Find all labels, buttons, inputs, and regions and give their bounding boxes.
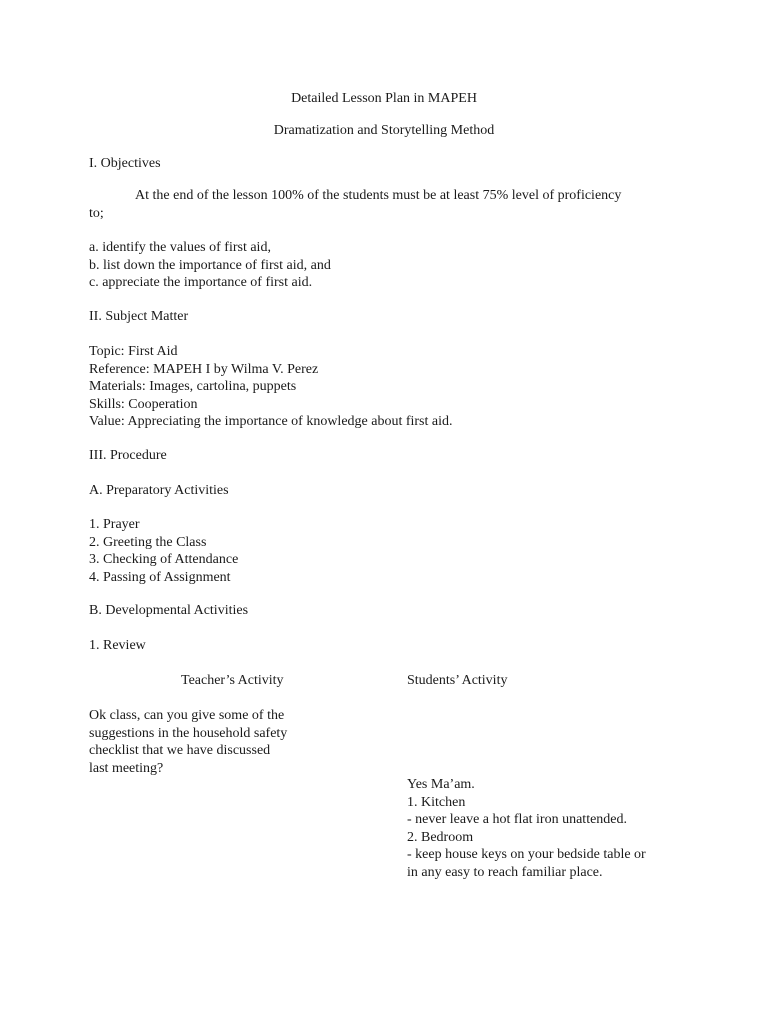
objective-item: b. list down the importance of first aid, and (89, 257, 331, 273)
subject-matter-list (89, 343, 453, 431)
subject-matter-item: Topic: First Aid (89, 344, 178, 359)
teacher-line: last meeting? (89, 760, 164, 776)
objectives-heading: I. Objectives (89, 156, 161, 171)
preparatory-item: 4. Passing of Assignment (89, 569, 231, 585)
preparatory-item: 2. Greeting the Class (89, 534, 207, 550)
teacher-activity-column-heading: Teacher’s Activity (181, 673, 284, 688)
developmental-heading: B. Developmental Activities (89, 603, 249, 618)
objectives-intro-line1: At the end of the lesson 100% of the students must be at least 75% level of proficiency (135, 188, 622, 203)
student-line: - keep house keys on your bedside table or (407, 847, 646, 862)
objective-item: c. appreciate the importance of first aid. (89, 275, 313, 290)
subject-matter-item: Skills: Cooperation (89, 396, 198, 412)
teacher-activity-text (89, 707, 287, 777)
student-line: 1. Kitchen (407, 794, 466, 810)
teacher-line: checklist that we have discussed (89, 743, 271, 758)
preparatory-list (89, 516, 238, 586)
student-line: 2. Bedroom (407, 829, 474, 845)
preparatory-heading: A. Preparatory Activities (89, 483, 229, 498)
teacher-line: suggestions in the household safety (89, 725, 288, 741)
teacher-line: Ok class, can you give some of the (89, 708, 285, 723)
preparatory-item: 3. Checking of Attendance (89, 552, 239, 567)
students-activity-column-heading: Students’ Activity (407, 673, 508, 688)
objective-item: a. identify the values of first aid, (89, 240, 271, 255)
subject-matter-item: Reference: MAPEH I by Wilma V. Perez (89, 361, 319, 377)
student-line: - never leave a hot flat iron unattended. (407, 812, 628, 827)
subject-matter-item: Materials: Images, cartolina, puppets (89, 379, 297, 394)
subject-matter-item: Value: Appreciating the importance of knowledge about first aid. (89, 414, 453, 429)
student-line: in any easy to reach familiar place. (407, 864, 603, 880)
objectives-intro-line2: to; (89, 206, 104, 221)
document-title: Detailed Lesson Plan in MAPEH (291, 91, 477, 106)
student-line: Yes Ma’am. (407, 777, 475, 792)
procedure-heading: III. Procedure (89, 448, 167, 463)
subject-matter-heading: II. Subject Matter (89, 309, 189, 324)
students-activity-text (407, 776, 646, 881)
review-heading: 1. Review (89, 638, 146, 653)
preparatory-item: 1. Prayer (89, 517, 140, 532)
document-subtitle: Dramatization and Storytelling Method (273, 123, 495, 138)
objectives-list (89, 239, 331, 292)
